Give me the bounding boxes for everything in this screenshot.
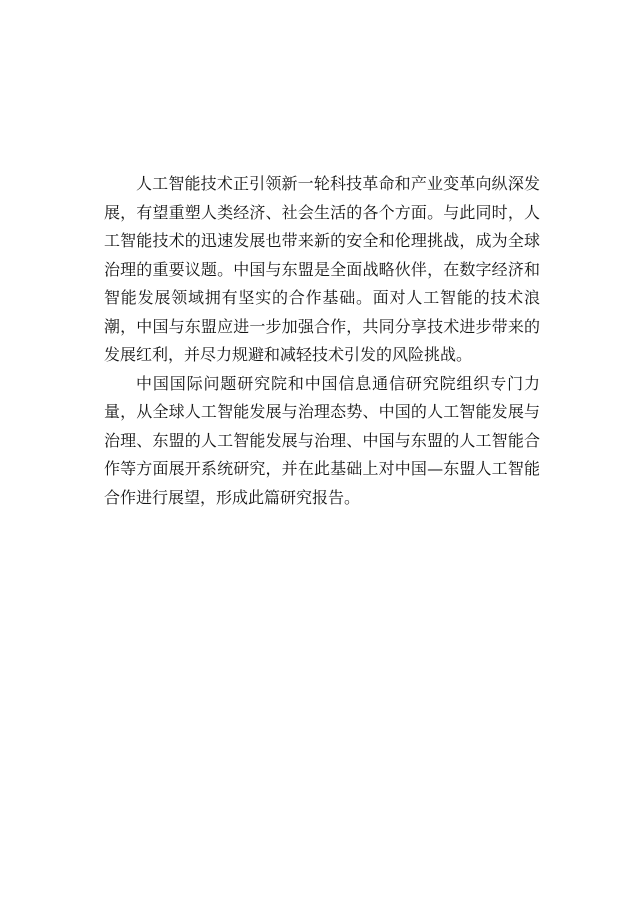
paragraph-2: 中国国际问题研究院和中国信息通信研究院组织专门力量，从全球人工智能发展与治理态势、中国的人工智能发展与治理、东盟的人工智能发展与治理、中国与东盟的人工智能合作等方面展开系统研究，并在此基础上对中国—东盟人工智能合作进行展望，形成此篇研究报告。 bbox=[104, 373, 540, 507]
paragraph-1: 人工智能技术正引领新一轮科技革命和产业变革向纵深发展，有望重塑人类经济、社会生活的各个方面。与此同时，人工智能技术的迅速发展也带来新的安全和伦理挑战，成为全球治理的重要议题。中国与东盟是全面战略伙伴，在数字经济和智能发展领域拥有坚实的合作基础。面对人工智能的技术浪潮，中国与东盟应进一步加强合作，共同分享技术进步带来的发展红利，并尽力规避和减轻技术引发的风险挑战。 bbox=[104, 174, 540, 364]
body-text bbox=[104, 170, 540, 512]
